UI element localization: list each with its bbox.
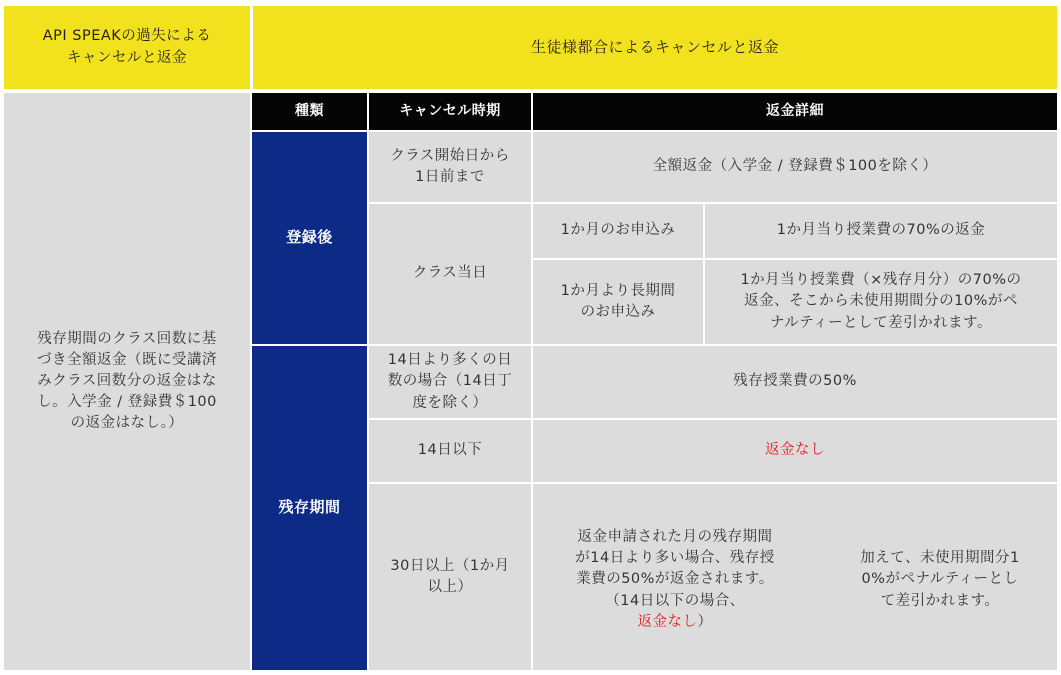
row4-detail: 返金なし — [533, 420, 1057, 482]
row5-detail-left-end: ） — [697, 613, 713, 630]
row5-no-refund: 返金なし — [637, 613, 698, 630]
column-header-type: 種類 — [252, 93, 367, 130]
row5-detail-left — [540, 527, 810, 632]
column-header-detail: 返金詳細 — [533, 93, 1057, 130]
row5-timing: 30日以上（1か月 以上） — [369, 484, 531, 670]
left-panel-text: 残存期間のクラス回数に基 づき全額返金（既に受講済 みクラス回数分の返金はな し。入学金 / 登録費＄100 の返金はなし。） — [4, 93, 250, 670]
row1-detail: 全額返金（入学金 / 登録費＄100を除く） — [533, 132, 1057, 202]
row2-timing: クラス当日 — [369, 204, 531, 344]
row2a-detail: 1か月当り授業費の70%の返金 — [705, 204, 1057, 258]
group-after-registration: 登録後 — [252, 132, 367, 344]
row4-timing: 14日以下 — [369, 420, 531, 482]
header-left: API SPEAKの過失による キャンセルと返金 — [4, 6, 250, 89]
column-header-timing: キャンセル時期 — [369, 93, 531, 130]
row2b-plan: 1か月より長期間 のお申込み — [533, 260, 703, 344]
row5-detail — [533, 484, 1057, 670]
row2b-detail: 1か月当り授業費（×残存月分）の70%の 返金、そこから未使用期間分の10%がペ ナルティーとして差引かれます。 — [705, 260, 1057, 344]
row2a-plan: 1か月のお申込み — [533, 204, 703, 258]
row5-detail-right: 加えて、未使用期間分1 0%がペナルティーとし て差引かれます。 — [860, 550, 1020, 609]
header-right: 生徒様都合によるキャンセルと返金 — [253, 6, 1057, 89]
row3-timing: 14日より多くの日 数の場合（14日丁 度を除く） — [369, 346, 531, 418]
row3-detail: 残存授業費の50% — [533, 346, 1057, 418]
row5-detail-left-text: 返金申請された月の残存期間 が14日より多い場合、残存授 業費の50%が返金されます。 （14日以下の場合、 — [575, 529, 775, 609]
row1-timing: クラス開始日から 1日前まで — [369, 132, 531, 202]
group-remaining-period: 残存期間 — [252, 346, 367, 670]
